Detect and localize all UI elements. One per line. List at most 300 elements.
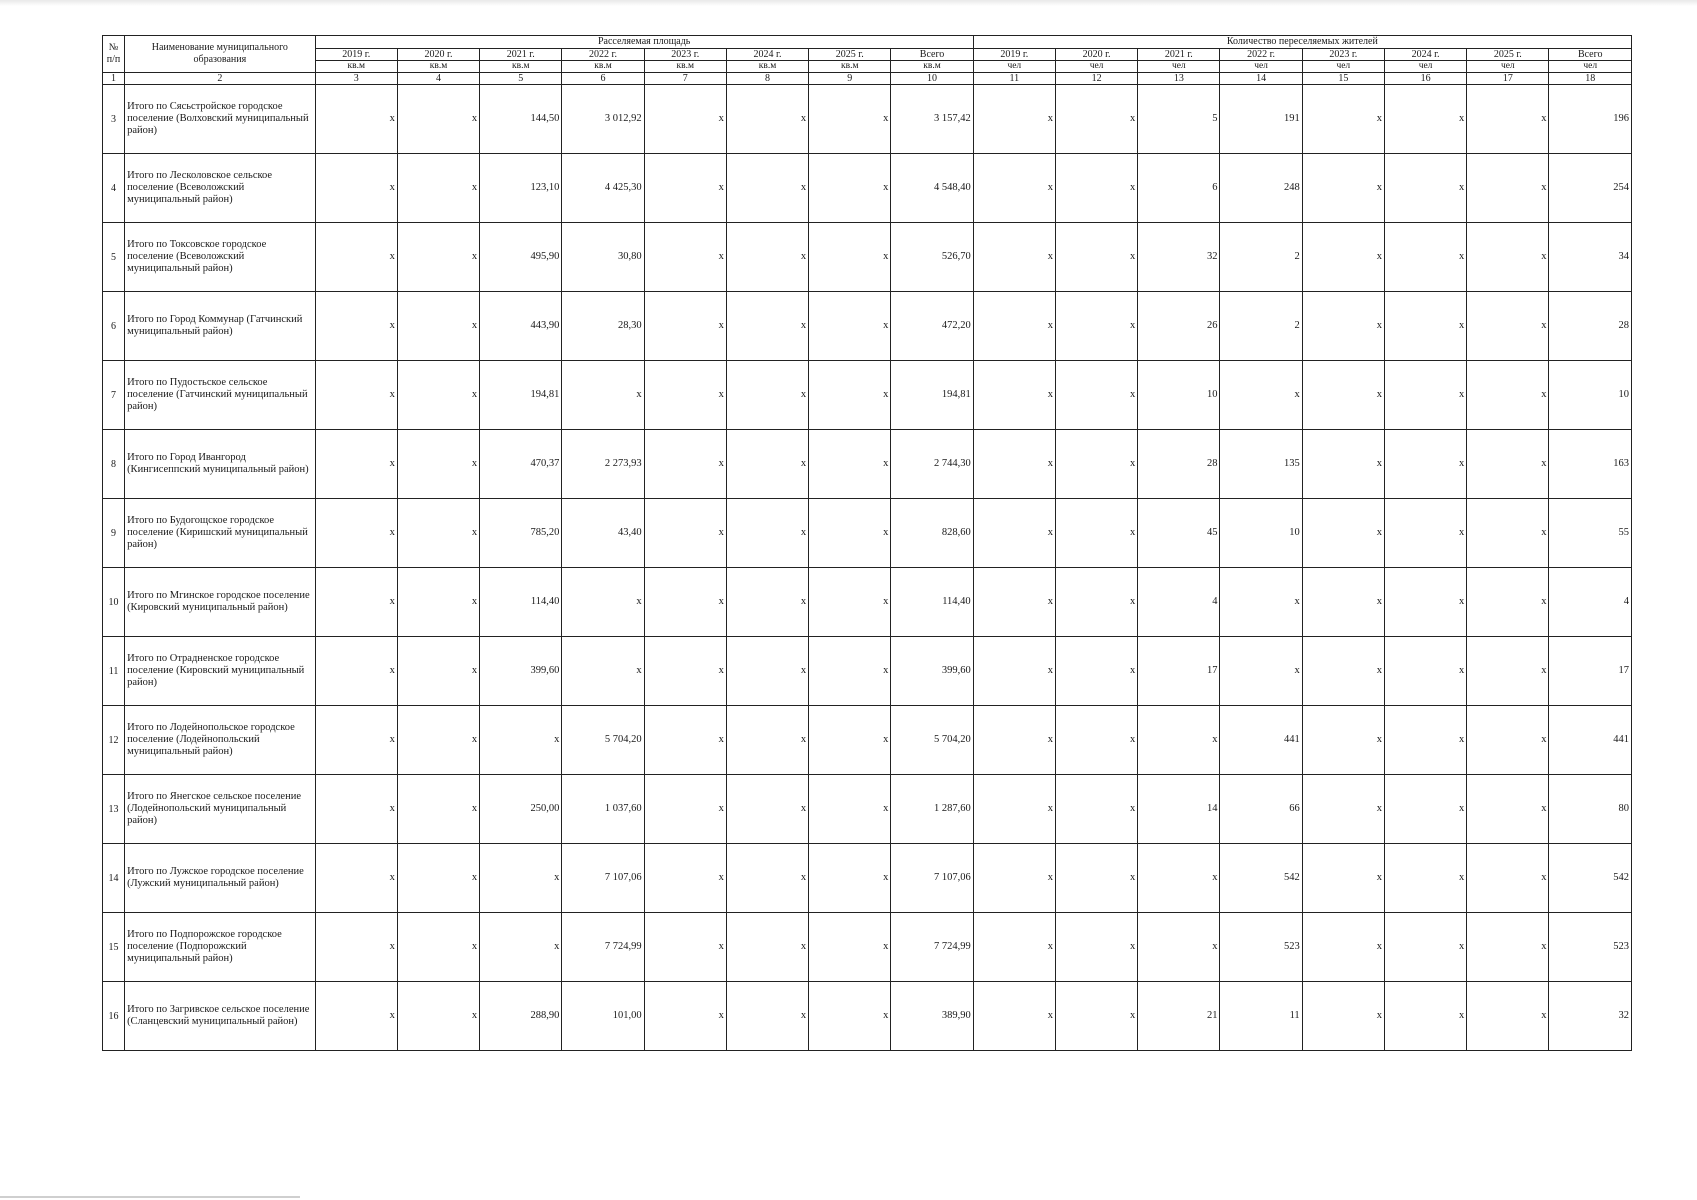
people-value: x <box>1467 637 1549 706</box>
area-value: 250,00 <box>480 775 562 844</box>
header-area-year: 2021 г. <box>480 48 562 61</box>
people-value: x <box>1055 775 1137 844</box>
people-value: x <box>973 292 1055 361</box>
column-number: 17 <box>1467 72 1549 85</box>
resettlement-table <box>102 35 1632 1051</box>
people-value: x <box>1220 361 1302 430</box>
people-value: 135 <box>1220 430 1302 499</box>
people-value: 10 <box>1138 361 1220 430</box>
people-value: x <box>1302 430 1384 499</box>
header-area-year: 2020 г. <box>397 48 479 61</box>
area-value: x <box>726 637 808 706</box>
header-people-unit: чел <box>1220 61 1302 73</box>
people-value: x <box>973 154 1055 223</box>
municipality-name: Итого по Лесколовское сельское поселение (Всеволожский муниципальный район) <box>125 154 316 223</box>
people-value: x <box>973 223 1055 292</box>
people-value: x <box>1384 361 1466 430</box>
area-value: x <box>644 982 726 1051</box>
people-value: x <box>1467 844 1549 913</box>
people-value: x <box>1302 292 1384 361</box>
area-value: x <box>726 85 808 154</box>
header-area-unit: кв.м <box>644 61 726 73</box>
people-value: x <box>973 637 1055 706</box>
area-value: x <box>397 154 479 223</box>
municipality-name: Итого по Отрадненское городское поселение (Кировский муниципальный район) <box>125 637 316 706</box>
area-value: 7 107,06 <box>562 844 644 913</box>
row-number: 12 <box>103 706 125 775</box>
header-area-year: 2024 г. <box>726 48 808 61</box>
area-value: x <box>726 223 808 292</box>
area-value: x <box>480 844 562 913</box>
area-value: x <box>726 292 808 361</box>
column-number: 5 <box>480 72 562 85</box>
area-value: 7 724,99 <box>891 913 973 982</box>
people-value: 21 <box>1138 982 1220 1051</box>
people-value: x <box>1055 361 1137 430</box>
table-row <box>103 913 1632 982</box>
row-number: 7 <box>103 361 125 430</box>
row-number: 11 <box>103 637 125 706</box>
table-row <box>103 85 1632 154</box>
area-value: x <box>480 913 562 982</box>
people-value: x <box>1138 706 1220 775</box>
header-area-year: 2019 г. <box>315 48 397 61</box>
area-value: 2 744,30 <box>891 430 973 499</box>
area-value: 30,80 <box>562 223 644 292</box>
area-value: x <box>397 913 479 982</box>
people-value: 523 <box>1549 913 1632 982</box>
table-row <box>103 499 1632 568</box>
area-value: x <box>644 361 726 430</box>
header-people-group: Количество переселяемых жителей <box>973 36 1631 49</box>
people-value: 66 <box>1220 775 1302 844</box>
people-value: x <box>1467 982 1549 1051</box>
header-area-year: 2025 г. <box>809 48 891 61</box>
header-people-unit: чел <box>1549 61 1632 73</box>
area-value: 5 704,20 <box>562 706 644 775</box>
municipality-name: Итого по Янегское сельское поселение (Лодейнопольский муниципальный район) <box>125 775 316 844</box>
area-value: 7 724,99 <box>562 913 644 982</box>
people-value: x <box>1384 85 1466 154</box>
column-number: 8 <box>726 72 808 85</box>
people-value: x <box>1384 154 1466 223</box>
area-value: x <box>315 982 397 1051</box>
area-value: 5 704,20 <box>891 706 973 775</box>
area-value: x <box>315 775 397 844</box>
area-value: x <box>726 430 808 499</box>
area-value: 389,90 <box>891 982 973 1051</box>
table-row <box>103 154 1632 223</box>
people-value: 17 <box>1138 637 1220 706</box>
area-value: x <box>397 844 479 913</box>
area-value: 470,37 <box>480 430 562 499</box>
area-value: x <box>809 844 891 913</box>
area-value: x <box>397 499 479 568</box>
header-area-group: Расселяемая площадь <box>315 36 973 49</box>
column-number: 4 <box>397 72 479 85</box>
area-value: 101,00 <box>562 982 644 1051</box>
area-value: x <box>726 913 808 982</box>
people-value: x <box>1467 223 1549 292</box>
table-row <box>103 637 1632 706</box>
people-value: 10 <box>1220 499 1302 568</box>
people-value: x <box>973 430 1055 499</box>
header-area-unit: кв.м <box>397 61 479 73</box>
area-value: x <box>726 982 808 1051</box>
table-row <box>103 706 1632 775</box>
area-value: 3 012,92 <box>562 85 644 154</box>
people-value: x <box>1384 844 1466 913</box>
row-number: 3 <box>103 85 125 154</box>
people-value: x <box>1384 913 1466 982</box>
municipality-name: Итого по Пудостьское сельское поселение (Гатчинский муниципальный район) <box>125 361 316 430</box>
table-row <box>103 292 1632 361</box>
people-value: x <box>1302 706 1384 775</box>
area-value: x <box>397 430 479 499</box>
area-value: x <box>809 154 891 223</box>
people-value: x <box>1055 223 1137 292</box>
column-number: 11 <box>973 72 1055 85</box>
area-value: x <box>809 913 891 982</box>
municipality-name: Итого по Токсовское городское поселение (Всеволожский муниципальный район) <box>125 223 316 292</box>
area-value: x <box>809 706 891 775</box>
people-value: x <box>1055 982 1137 1051</box>
area-value: x <box>644 568 726 637</box>
people-value: x <box>1384 982 1466 1051</box>
people-value: x <box>1384 568 1466 637</box>
people-value: 11 <box>1220 982 1302 1051</box>
row-number: 13 <box>103 775 125 844</box>
people-value: x <box>1302 913 1384 982</box>
municipality-name: Итого по Мгинское городское поселение (Кировский муниципальный район) <box>125 568 316 637</box>
table-row <box>103 430 1632 499</box>
municipality-name: Итого по Лодейнопольское городское поселение (Лодейнопольский муниципальный район) <box>125 706 316 775</box>
area-value: 123,10 <box>480 154 562 223</box>
people-value: x <box>1055 637 1137 706</box>
area-value: x <box>397 568 479 637</box>
people-value: x <box>1220 568 1302 637</box>
area-value: x <box>809 292 891 361</box>
row-number: 16 <box>103 982 125 1051</box>
people-value: x <box>1138 913 1220 982</box>
area-value: x <box>315 499 397 568</box>
people-value: 32 <box>1138 223 1220 292</box>
people-value: x <box>1384 430 1466 499</box>
area-value: 2 273,93 <box>562 430 644 499</box>
table-row <box>103 775 1632 844</box>
area-value: x <box>644 775 726 844</box>
column-number: 15 <box>1302 72 1384 85</box>
area-value: x <box>644 154 726 223</box>
area-value: 3 157,42 <box>891 85 973 154</box>
people-value: 248 <box>1220 154 1302 223</box>
people-value: 441 <box>1220 706 1302 775</box>
header-area-unit: кв.м <box>315 61 397 73</box>
people-value: x <box>1384 499 1466 568</box>
people-value: x <box>1467 154 1549 223</box>
area-value: x <box>726 568 808 637</box>
table-row <box>103 568 1632 637</box>
area-value: x <box>809 430 891 499</box>
people-value: x <box>1384 706 1466 775</box>
people-value: x <box>973 844 1055 913</box>
area-value: x <box>809 85 891 154</box>
row-number: 10 <box>103 568 125 637</box>
header-people-year: 2019 г. <box>973 48 1055 61</box>
header-people-unit: чел <box>1302 61 1384 73</box>
area-value: x <box>726 706 808 775</box>
area-value: x <box>315 85 397 154</box>
area-value: x <box>644 637 726 706</box>
header-people-unit: чел <box>1467 61 1549 73</box>
area-value: x <box>809 637 891 706</box>
people-value: x <box>1138 844 1220 913</box>
people-value: x <box>973 85 1055 154</box>
area-value: x <box>644 913 726 982</box>
column-number: 2 <box>125 72 316 85</box>
people-value: x <box>1302 154 1384 223</box>
header-area-unit: кв.м <box>891 61 973 73</box>
header-area-unit: кв.м <box>480 61 562 73</box>
header-num: № п/п <box>103 36 125 73</box>
people-value: x <box>973 706 1055 775</box>
people-value: 2 <box>1220 292 1302 361</box>
area-value: x <box>397 982 479 1051</box>
area-value: x <box>397 85 479 154</box>
area-value: x <box>397 361 479 430</box>
people-value: 28 <box>1549 292 1632 361</box>
people-value: 5 <box>1138 85 1220 154</box>
area-value: x <box>315 292 397 361</box>
header-area-year: 2023 г. <box>644 48 726 61</box>
people-value: x <box>1384 292 1466 361</box>
area-value: 1 037,60 <box>562 775 644 844</box>
people-value: 542 <box>1220 844 1302 913</box>
people-value: 55 <box>1549 499 1632 568</box>
header-name: Наименование муниципального образования <box>125 36 316 73</box>
header-people-year: 2023 г. <box>1302 48 1384 61</box>
people-value: 196 <box>1549 85 1632 154</box>
row-number: 4 <box>103 154 125 223</box>
people-value: x <box>1467 775 1549 844</box>
area-value: 4 548,40 <box>891 154 973 223</box>
area-value: x <box>397 292 479 361</box>
area-value: x <box>644 430 726 499</box>
area-value: x <box>644 85 726 154</box>
people-value: 17 <box>1549 637 1632 706</box>
area-value: x <box>315 223 397 292</box>
people-value: x <box>1467 361 1549 430</box>
area-value: 288,90 <box>480 982 562 1051</box>
area-value: x <box>562 361 644 430</box>
area-value: x <box>315 913 397 982</box>
row-number: 15 <box>103 913 125 982</box>
header-people-unit: чел <box>1138 61 1220 73</box>
municipality-name: Итого по Лужское городское поселение (Лужский муниципальный район) <box>125 844 316 913</box>
people-value: x <box>1055 706 1137 775</box>
area-value: x <box>644 499 726 568</box>
people-value: x <box>1384 775 1466 844</box>
area-value: x <box>726 775 808 844</box>
header-area-unit: кв.м <box>726 61 808 73</box>
area-value: x <box>644 292 726 361</box>
area-value: x <box>726 154 808 223</box>
people-value: x <box>1384 223 1466 292</box>
area-value: x <box>315 361 397 430</box>
scan-edge <box>0 0 1697 6</box>
municipality-name: Итого по Подпорожское городское поселение (Подпорожский муниципальный район) <box>125 913 316 982</box>
people-value: x <box>1302 775 1384 844</box>
people-value: x <box>973 982 1055 1051</box>
area-value: x <box>315 844 397 913</box>
column-number: 1 <box>103 72 125 85</box>
area-value: x <box>809 223 891 292</box>
people-value: 32 <box>1549 982 1632 1051</box>
area-value: x <box>644 223 726 292</box>
people-value: x <box>1302 223 1384 292</box>
table-row <box>103 361 1632 430</box>
people-value: 542 <box>1549 844 1632 913</box>
header-area-unit: кв.м <box>562 61 644 73</box>
area-value: x <box>809 499 891 568</box>
area-value: x <box>397 637 479 706</box>
area-value: 194,81 <box>891 361 973 430</box>
header-people-unit: чел <box>1055 61 1137 73</box>
people-value: x <box>1467 913 1549 982</box>
header-people-year: 2025 г. <box>1467 48 1549 61</box>
area-value: x <box>809 361 891 430</box>
municipality-name: Итого по Будогощское городское поселение (Киришский муниципальный район) <box>125 499 316 568</box>
people-value: 6 <box>1138 154 1220 223</box>
area-value: 828,60 <box>891 499 973 568</box>
area-value: 43,40 <box>562 499 644 568</box>
area-value: x <box>315 568 397 637</box>
people-value: x <box>1384 637 1466 706</box>
people-value: x <box>1055 292 1137 361</box>
area-value: 194,81 <box>480 361 562 430</box>
area-value: x <box>397 706 479 775</box>
people-value: x <box>973 568 1055 637</box>
area-value: 114,40 <box>891 568 973 637</box>
area-value: x <box>315 706 397 775</box>
area-value: 399,60 <box>480 637 562 706</box>
people-value: x <box>1302 982 1384 1051</box>
header-people-unit: чел <box>1384 61 1466 73</box>
people-value: x <box>973 775 1055 844</box>
people-value: x <box>1055 85 1137 154</box>
area-value: x <box>397 223 479 292</box>
area-value: x <box>562 637 644 706</box>
people-value: x <box>1467 706 1549 775</box>
people-value: x <box>1302 361 1384 430</box>
table-row <box>103 844 1632 913</box>
people-value: x <box>1302 568 1384 637</box>
area-value: x <box>315 430 397 499</box>
area-value: 495,90 <box>480 223 562 292</box>
row-number: 6 <box>103 292 125 361</box>
area-value: 144,50 <box>480 85 562 154</box>
people-value: 26 <box>1138 292 1220 361</box>
row-number: 14 <box>103 844 125 913</box>
area-value: 785,20 <box>480 499 562 568</box>
people-value: x <box>973 913 1055 982</box>
people-value: x <box>1055 430 1137 499</box>
area-value: 4 425,30 <box>562 154 644 223</box>
table-row <box>103 982 1632 1051</box>
people-value: x <box>1467 85 1549 154</box>
people-value: x <box>973 499 1055 568</box>
people-value: 10 <box>1549 361 1632 430</box>
people-value: x <box>1055 568 1137 637</box>
people-value: x <box>1055 844 1137 913</box>
row-number: 8 <box>103 430 125 499</box>
people-value: 163 <box>1549 430 1632 499</box>
people-value: x <box>973 361 1055 430</box>
area-value: 7 107,06 <box>891 844 973 913</box>
municipality-name: Итого по Загривское сельское поселение (Сланцевский муниципальный район) <box>125 982 316 1051</box>
people-value: x <box>1302 499 1384 568</box>
people-value: 254 <box>1549 154 1632 223</box>
header-people-year: 2024 г. <box>1384 48 1466 61</box>
header-people-year: 2021 г. <box>1138 48 1220 61</box>
people-value: 191 <box>1220 85 1302 154</box>
scan-line <box>0 1196 300 1198</box>
people-value: x <box>1302 85 1384 154</box>
column-number: 18 <box>1549 72 1632 85</box>
area-value: x <box>809 568 891 637</box>
area-value: x <box>726 844 808 913</box>
municipality-name: Итого по Город Коммунар (Гатчинский муниципальный район) <box>125 292 316 361</box>
area-value: 114,40 <box>480 568 562 637</box>
people-value: x <box>1055 499 1137 568</box>
people-value: x <box>1220 637 1302 706</box>
people-value: 14 <box>1138 775 1220 844</box>
column-number: 12 <box>1055 72 1137 85</box>
header-area-year: 2022 г. <box>562 48 644 61</box>
people-value: 34 <box>1549 223 1632 292</box>
header-people-year: 2022 г. <box>1220 48 1302 61</box>
people-value: x <box>1467 430 1549 499</box>
area-value: x <box>644 706 726 775</box>
area-value: 443,90 <box>480 292 562 361</box>
column-number: 13 <box>1138 72 1220 85</box>
area-value: x <box>480 706 562 775</box>
people-value: 28 <box>1138 430 1220 499</box>
people-value: x <box>1055 913 1137 982</box>
column-number: 6 <box>562 72 644 85</box>
table-row <box>103 223 1632 292</box>
municipality-name: Итого по Город Ивангород (Кингисеппский муниципальный район) <box>125 430 316 499</box>
people-value: x <box>1302 844 1384 913</box>
header-people-unit: чел <box>973 61 1055 73</box>
row-number: 5 <box>103 223 125 292</box>
area-value: x <box>562 568 644 637</box>
area-value: 28,30 <box>562 292 644 361</box>
header-area-year: Всего <box>891 48 973 61</box>
area-value: 472,20 <box>891 292 973 361</box>
area-value: x <box>315 637 397 706</box>
people-value: x <box>1467 499 1549 568</box>
row-number: 9 <box>103 499 125 568</box>
area-value: x <box>809 775 891 844</box>
people-value: 4 <box>1549 568 1632 637</box>
people-value: x <box>1467 292 1549 361</box>
area-value: x <box>726 361 808 430</box>
column-number: 14 <box>1220 72 1302 85</box>
area-value: 526,70 <box>891 223 973 292</box>
people-value: 45 <box>1138 499 1220 568</box>
people-value: 441 <box>1549 706 1632 775</box>
